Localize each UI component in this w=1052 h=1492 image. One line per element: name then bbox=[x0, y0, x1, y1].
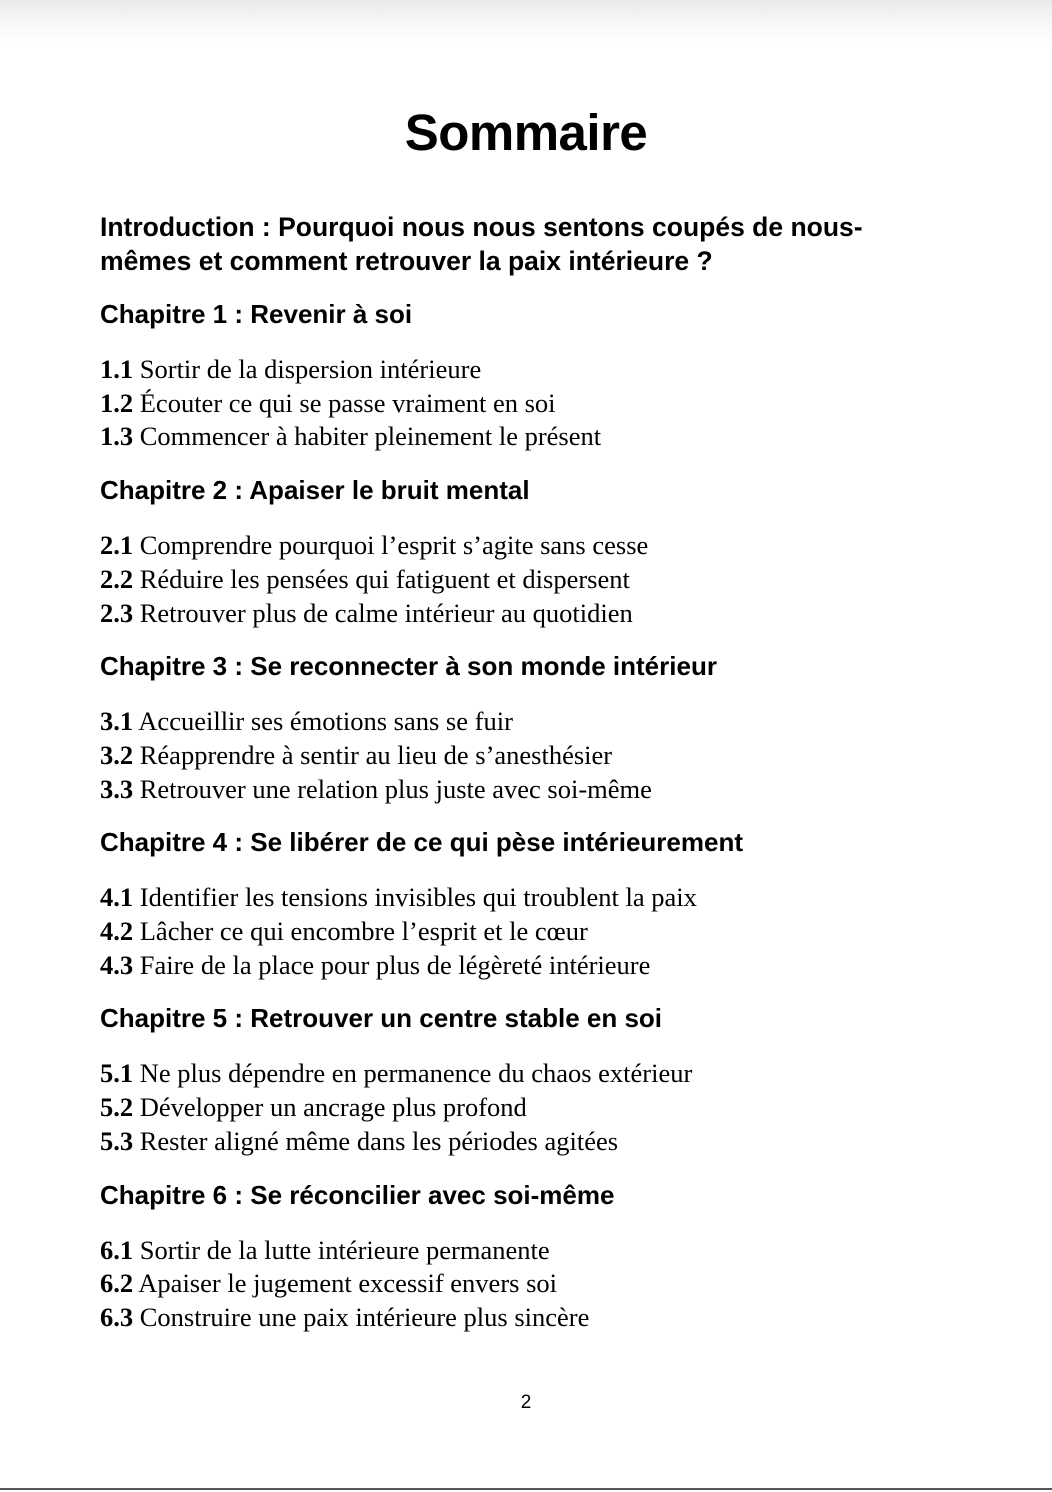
section-number: 4.1 bbox=[100, 882, 134, 913]
chapter-title: Chapitre 6 : Se réconcilier avec soi-même bbox=[100, 1179, 615, 1210]
section-number: 3.1 bbox=[100, 706, 134, 737]
section-number: 3.2 bbox=[100, 739, 134, 770]
section-number: 1.1 bbox=[100, 354, 134, 384]
section-list bbox=[100, 705, 930, 806]
section-title: Sortir de la lutte intérieure permanente bbox=[139, 1234, 550, 1265]
chapter-title: Chapitre 2 : Apaiser le bruit mental bbox=[100, 475, 530, 506]
section-list bbox=[100, 1234, 930, 1335]
section-list bbox=[100, 353, 930, 454]
section-title: Faire de la place pour plus de légèreté intérieure bbox=[139, 949, 651, 980]
section-entry bbox=[100, 705, 930, 739]
section-title: Retrouver plus de calme intérieur au quotidien bbox=[139, 597, 633, 628]
section-number: 2.1 bbox=[100, 530, 134, 561]
section-title: Réduire les pensées qui fatiguent et dispersent bbox=[139, 563, 630, 594]
section-title: Commencer à habiter pleinement le présent bbox=[139, 421, 602, 452]
chapter-title: Chapitre 5 : Retrouver un centre stable en soi bbox=[100, 1003, 663, 1034]
section-number: 6.2 bbox=[100, 1268, 134, 1299]
section-title: Construire une paix intérieure plus sincère bbox=[139, 1301, 590, 1332]
chapter-title: Chapitre 4 : Se libérer de ce qui pèse intérieurement bbox=[100, 827, 743, 858]
section-list bbox=[100, 881, 930, 982]
section-number: 4.2 bbox=[100, 916, 134, 947]
section-entry bbox=[100, 1267, 930, 1301]
section-number: 1.3 bbox=[100, 421, 134, 452]
section-title: Développer un ancrage plus profond bbox=[139, 1092, 527, 1123]
section-title: Ne plus dépendre en permanence du chaos extérieur bbox=[139, 1058, 693, 1089]
chapter-title: Chapitre 1 : Revenir à soi bbox=[100, 299, 413, 329]
section-number: 2.2 bbox=[100, 563, 134, 594]
section-number: 1.2 bbox=[100, 387, 134, 418]
section-title: Sortir de la dispersion intérieure bbox=[139, 354, 482, 384]
chapter-5 bbox=[100, 1001, 930, 1158]
section-entry bbox=[100, 1091, 930, 1125]
section-number: 2.3 bbox=[100, 597, 134, 628]
section-entry bbox=[100, 1234, 930, 1268]
chapter-2 bbox=[100, 473, 930, 630]
section-entry bbox=[100, 529, 930, 563]
chapter-3 bbox=[100, 649, 930, 806]
section-number: 6.3 bbox=[100, 1301, 134, 1332]
section-title: Apaiser le jugement excessif envers soi bbox=[138, 1268, 558, 1299]
introduction-heading: Introduction : Pourquoi nous nous sentons coupés de nous-mêmes et comment retrouver la paix intérieure ? bbox=[100, 212, 863, 276]
chapter-title: Chapitre 3 : Se reconnecter à son monde intérieur bbox=[100, 651, 717, 682]
section-entry bbox=[100, 353, 930, 387]
table-of-contents bbox=[100, 210, 930, 1354]
section-title: Lâcher ce qui encombre l’esprit et le cœur bbox=[139, 916, 588, 947]
section-number: 5.2 bbox=[100, 1092, 134, 1123]
page-title: Sommaire bbox=[404, 104, 648, 161]
chapter-6 bbox=[100, 1178, 930, 1335]
section-entry bbox=[100, 597, 930, 631]
section-entry bbox=[100, 881, 930, 915]
section-entry bbox=[100, 563, 930, 597]
section-title: Écouter ce qui se passe vraiment en soi bbox=[139, 387, 556, 418]
section-entry bbox=[100, 1301, 930, 1335]
section-title: Accueillir ses émotions sans se fuir bbox=[138, 706, 513, 737]
section-entry bbox=[100, 387, 930, 421]
section-title: Réapprendre à sentir au lieu de s’anesthésier bbox=[139, 739, 613, 770]
section-number: 6.1 bbox=[100, 1234, 134, 1265]
section-title: Rester aligné même dans les périodes agitées bbox=[139, 1125, 619, 1156]
section-list bbox=[100, 529, 930, 630]
chapter-1 bbox=[100, 297, 930, 454]
section-title: Retrouver une relation plus juste avec soi-même bbox=[139, 773, 652, 804]
chapter-4 bbox=[100, 825, 930, 982]
section-number: 5.3 bbox=[100, 1125, 134, 1156]
section-entry bbox=[100, 915, 930, 949]
section-entry bbox=[100, 739, 930, 773]
section-entry bbox=[100, 420, 930, 454]
section-entry bbox=[100, 949, 930, 983]
section-entry bbox=[100, 1057, 930, 1091]
section-title: Identifier les tensions invisibles qui troublent la paix bbox=[139, 882, 697, 913]
section-title: Comprendre pourquoi l’esprit s’agite sans cesse bbox=[139, 530, 649, 561]
page-number: 2 bbox=[520, 1392, 532, 1413]
section-number: 3.3 bbox=[100, 773, 134, 804]
section-number: 5.1 bbox=[100, 1058, 134, 1089]
section-number: 4.3 bbox=[100, 949, 134, 980]
section-list bbox=[100, 1057, 930, 1158]
page-bottom-edge bbox=[0, 1488, 1052, 1490]
section-entry bbox=[100, 1125, 930, 1159]
section-entry bbox=[100, 773, 930, 807]
